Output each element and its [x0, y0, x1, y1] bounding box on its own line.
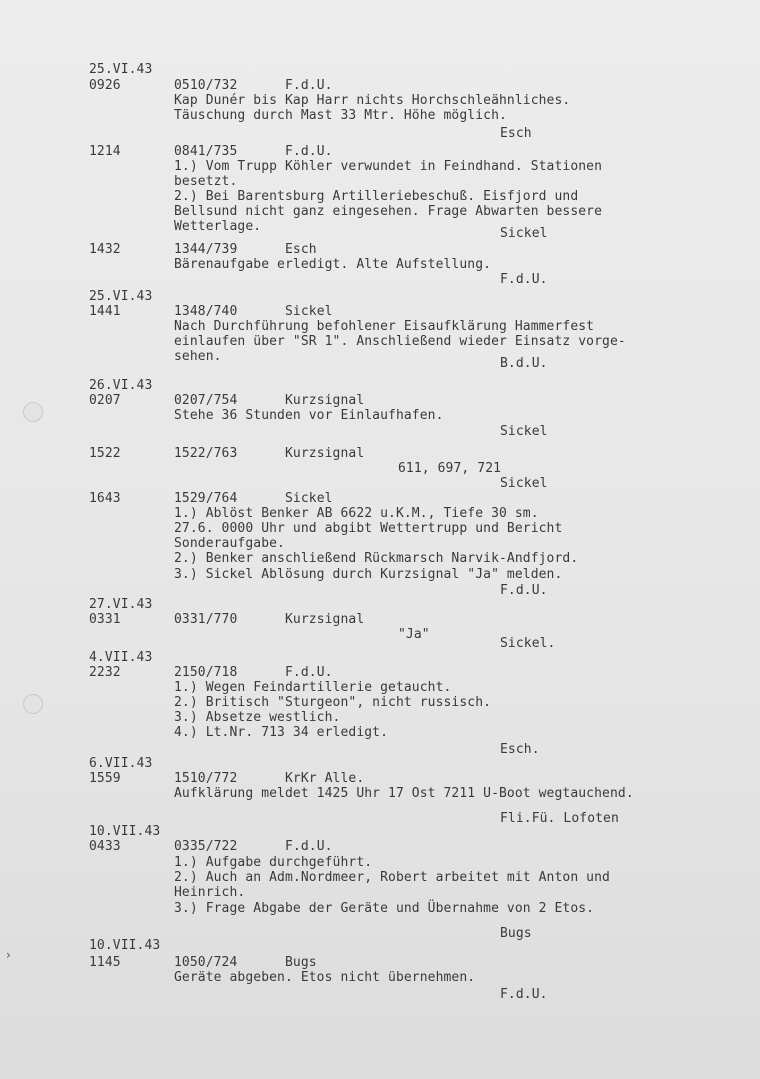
entry-signature: Bugs: [500, 926, 532, 941]
entry-body-line: Bärenaufgabe erledigt. Alte Aufstellung.: [174, 257, 492, 272]
entry-message-number: 1510/772: [174, 771, 238, 786]
entry-sender: F.d.U.: [285, 665, 333, 680]
entry-message-number: 0841/735: [174, 144, 238, 159]
entry-signature: Sickel.: [500, 636, 556, 651]
entry-body-line: 2.) Britisch "Sturgeon", nicht russisch.: [174, 695, 492, 710]
entry-body-line: sehen.: [174, 349, 222, 364]
entry-time: 1432: [89, 242, 121, 257]
entry-body-line: Stehe 36 Stunden vor Einlaufhafen.: [174, 408, 444, 423]
entry-date: 6.VII.43: [89, 756, 153, 771]
entry-message-number: 2150/718: [174, 665, 238, 680]
entry-sender: Sickel: [285, 491, 333, 506]
entry-time: 0331: [89, 612, 121, 627]
entry-time: 0433: [89, 839, 121, 854]
entry-sender: F.d.U.: [285, 78, 333, 93]
entry-body-line: einlaufen über "SR 1". Anschließend wieder Einsatz vorge-: [174, 334, 626, 349]
entry-body-line: Sonderaufgabe.: [174, 536, 285, 551]
entry-body-line: Aufklärung meldet 1425 Uhr 17 Ost 7211 U-Boot wegtauchend.: [174, 786, 634, 801]
entry-date: 10.VII.43: [89, 938, 161, 953]
entry-signature: F.d.U.: [500, 272, 548, 287]
entry-sender: KrKr Alle.: [285, 771, 365, 786]
entry-date: 25.VI.43: [89, 289, 153, 304]
entry-body-line: 3.) Frage Abgabe der Geräte und Übernahme von 2 Etos.: [174, 901, 595, 916]
entry-message-number: 1522/763: [174, 446, 238, 461]
entry-body-line: Bellsund nicht ganz eingesehen. Frage Abwarten bessere: [174, 204, 603, 219]
entry-body-line: 1.) Ablöst Benker AB 6622 u.K.M., Tiefe 30 sm.: [174, 506, 539, 521]
entry-signature: Sickel: [500, 476, 548, 491]
entry-signal-text: "Ja": [398, 627, 430, 642]
entry-signature: F.d.U.: [500, 583, 548, 598]
entry-time: 1522: [89, 446, 121, 461]
entry-signature: F.d.U.: [500, 987, 548, 1002]
entry-sender: Kurzsignal: [285, 393, 365, 408]
entry-time: 2232: [89, 665, 121, 680]
entry-sender: Sickel: [285, 304, 333, 319]
entry-sender: Kurzsignal: [285, 612, 365, 627]
entry-message-number: 1050/724: [174, 955, 238, 970]
entry-message-number: 1344/739: [174, 242, 238, 257]
margin-mark: ›: [6, 948, 11, 962]
entry-time: 1145: [89, 955, 121, 970]
entry-body-line: 3.) Sickel Ablösung durch Kurzsignal "Ja" melden.: [174, 567, 563, 582]
entry-sender: F.d.U.: [285, 839, 333, 854]
entry-body-line: 3.) Absetze westlich.: [174, 710, 341, 725]
entry-signature: Esch: [500, 126, 532, 141]
entry-body-line: Geräte abgeben. Etos nicht übernehmen.: [174, 970, 476, 985]
entry-signal-text: 611, 697, 721: [398, 461, 502, 476]
entry-time: 1559: [89, 771, 121, 786]
entry-body-line: besetzt.: [174, 174, 238, 189]
entry-date: 27.VI.43: [89, 597, 153, 612]
entry-body-line: Täuschung durch Mast 33 Mtr. Höhe möglich.: [174, 108, 507, 123]
entry-signature: Esch.: [500, 742, 540, 757]
entry-body-line: 1.) Aufgabe durchgeführt.: [174, 855, 373, 870]
entry-message-number: 0335/722: [174, 839, 238, 854]
entry-message-number: 0510/732: [174, 78, 238, 93]
entry-body-line: 4.) Lt.Nr. 713 34 erledigt.: [174, 725, 389, 740]
entry-signature: Sickel: [500, 424, 548, 439]
entry-time: 0926: [89, 78, 121, 93]
entry-time: 1643: [89, 491, 121, 506]
entry-signature: Sickel: [500, 226, 548, 241]
entry-sender: Bugs: [285, 955, 317, 970]
entry-body-line: 1.) Wegen Feindartillerie getaucht.: [174, 680, 452, 695]
entry-sender: Kurzsignal: [285, 446, 365, 461]
entry-message-number: 1529/764: [174, 491, 238, 506]
entry-date: 25.VI.43: [89, 62, 153, 77]
entry-message-number: 0207/754: [174, 393, 238, 408]
entry-body-line: 2.) Benker anschließend Rückmarsch Narvik-Andfjord.: [174, 551, 579, 566]
entry-body-line: Nach Durchführung befohlener Eisaufklärung Hammerfest: [174, 319, 595, 334]
entry-date: 10.VII.43: [89, 824, 161, 839]
entry-date: 4.VII.43: [89, 650, 153, 665]
entry-message-number: 1348/740: [174, 304, 238, 319]
entry-body-line: 2.) Bei Barentsburg Artilleriebeschuß. Eisfjord und: [174, 189, 579, 204]
entry-signature: Fli.Fü. Lofoten: [500, 811, 619, 826]
entry-time: 0207: [89, 393, 121, 408]
entry-time: 1214: [89, 144, 121, 159]
entry-body-line: 1.) Vom Trupp Köhler verwundet in Feindhand. Stationen: [174, 159, 603, 174]
entry-time: 1441: [89, 304, 121, 319]
entry-body-line: Kap Dunér bis Kap Harr nichts Horchschleähnliches.: [174, 93, 571, 108]
entry-body-line: Wetterlage.: [174, 219, 262, 234]
entry-sender: Esch: [285, 242, 317, 257]
entry-sender: F.d.U.: [285, 144, 333, 159]
entry-signature: B.d.U.: [500, 356, 548, 371]
entry-message-number: 0331/770: [174, 612, 238, 627]
entry-date: 26.VI.43: [89, 378, 153, 393]
entry-body-line: 2.) Auch an Adm.Nordmeer, Robert arbeitet mit Anton und: [174, 870, 610, 885]
entry-body-line: 27.6. 0000 Uhr und abgibt Wettertrupp und Bericht: [174, 521, 563, 536]
entry-body-line: Heinrich.: [174, 885, 246, 900]
